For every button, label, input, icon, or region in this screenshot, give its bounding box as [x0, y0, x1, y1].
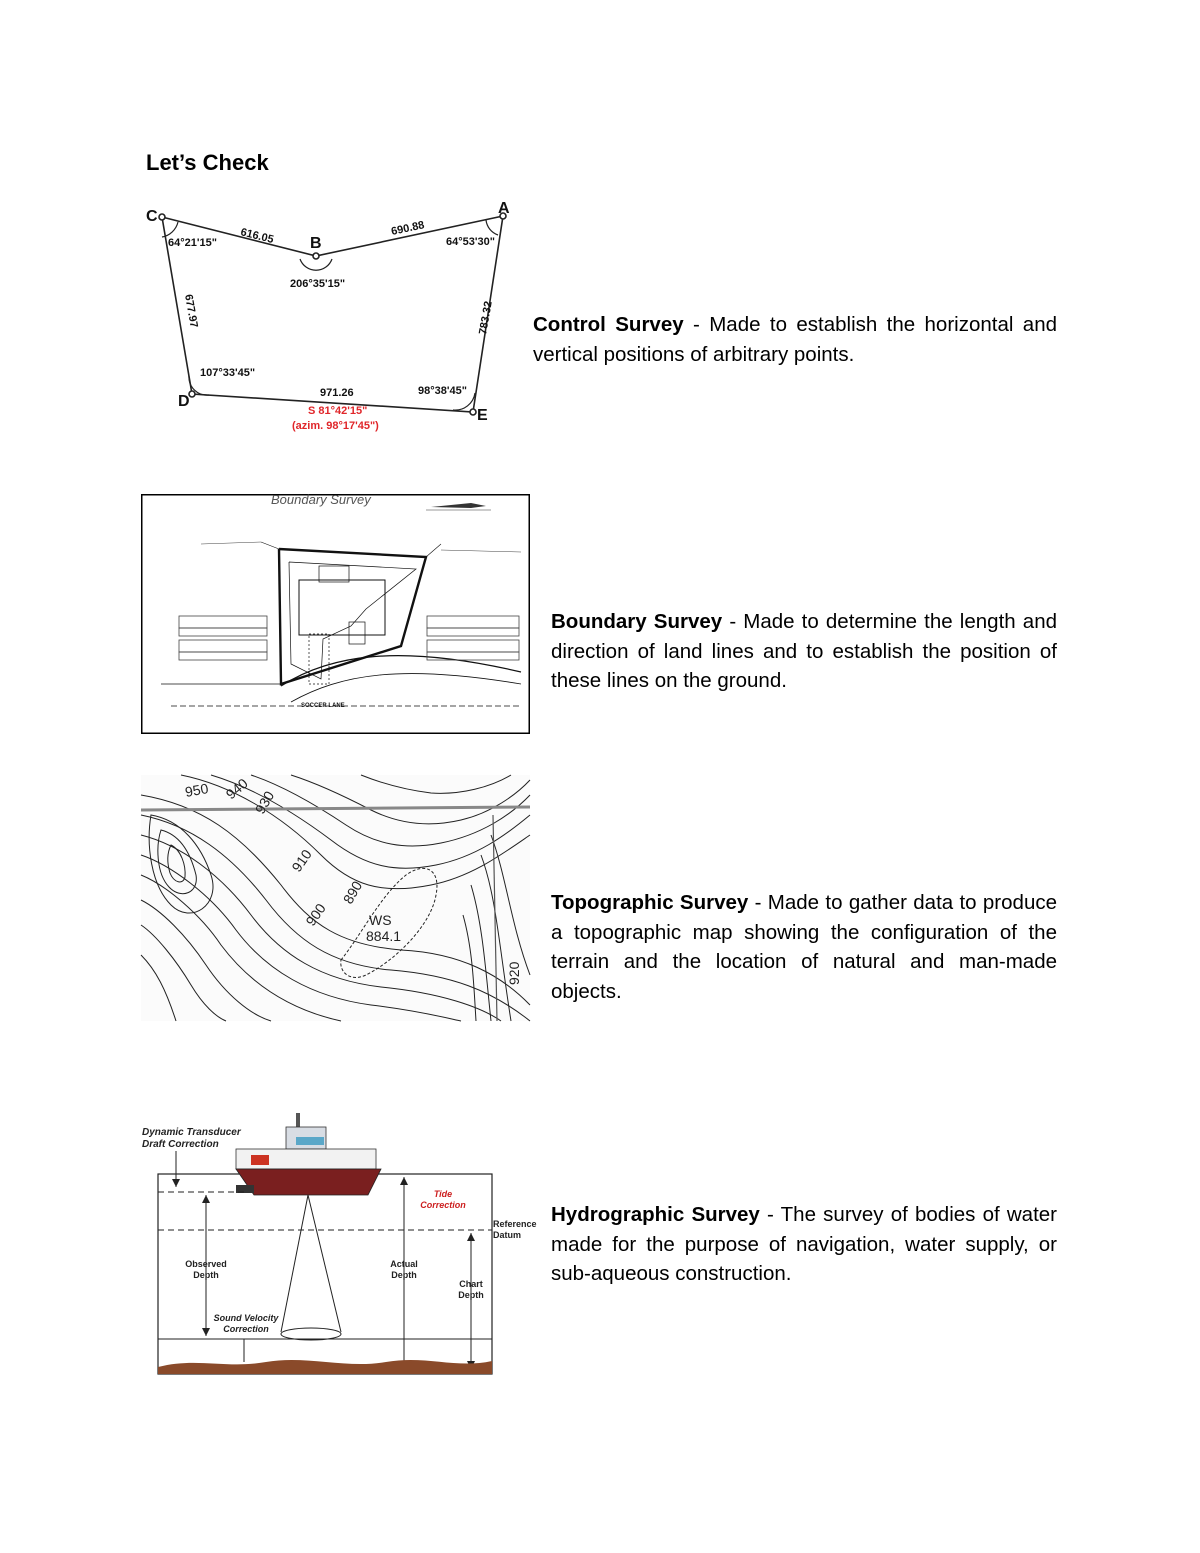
distance-de: 971.26 — [320, 387, 354, 399]
distance-cb: 616.05 — [239, 226, 275, 247]
drift-correction-label-2: Draft Correction — [142, 1139, 219, 1150]
point-c: C — [146, 208, 158, 225]
actual-depth-label-1: Actual — [390, 1259, 418, 1269]
contour-label-6: 890 — [339, 878, 366, 907]
topographic-survey-figure — [141, 775, 530, 1021]
angle-d: 107°33'45" — [200, 367, 256, 379]
contour-label-7: 920 — [506, 961, 522, 985]
water-surface-value: 884.1 — [366, 928, 402, 944]
road-label: SOCCER LANE — [301, 703, 345, 709]
reference-datum-label-1: Reference — [493, 1219, 537, 1229]
contour-label-4: 910 — [288, 846, 315, 875]
angle-e: 98°38'45" — [418, 385, 467, 397]
control-survey-term: Control Survey — [533, 313, 684, 336]
contour-label-1: 950 — [183, 780, 210, 800]
point-e: E — [477, 407, 488, 424]
angle-b: 206°35'15" — [290, 278, 346, 290]
distance-ae: 783.32 — [477, 300, 495, 336]
contour-label-2: 940 — [222, 775, 251, 803]
hydrographic-survey-term: Hydrographic Survey — [551, 1203, 760, 1226]
tide-correction-label-1: Tide — [433, 1189, 453, 1199]
angle-arc-b — [300, 259, 332, 270]
topographic-survey-definition: - Made to gather data to produce a topographic map showing the configuration of the terrain and the location of natural and man-made objects. — [551, 891, 1057, 1003]
chart-depth-label-1: Chart — [459, 1279, 483, 1289]
reference-datum-label-2: Datum — [493, 1230, 522, 1240]
boundary-figure-title: Boundary Survey — [271, 492, 371, 507]
boundary-survey-term: Boundary Survey — [551, 610, 723, 633]
sound-velocity-label-1: Sound Velocity — [213, 1313, 279, 1323]
topographic-survey-description — [551, 888, 1057, 1006]
bearing-de: S 81°42'15" — [308, 405, 368, 417]
chart-depth-label-2: Depth — [458, 1290, 484, 1300]
point-b: B — [310, 235, 322, 252]
control-survey-figure — [140, 195, 530, 440]
distance-cd: 677.97 — [182, 293, 200, 329]
angle-c: 64°21'15" — [168, 237, 217, 249]
hydrographic-survey-figure — [136, 1107, 537, 1377]
hydrographic-survey-definition: - The survey of bodies of water made for the purpose of navigation, water supply, or sub-aqueous construction. — [551, 1203, 1058, 1285]
angle-arc-a — [486, 220, 498, 235]
distance-ba: 690.88 — [390, 219, 426, 238]
contour-label-3: 930 — [251, 788, 278, 817]
observed-depth-label-2: Depth — [193, 1270, 219, 1280]
control-survey-definition: - Made to establish the horizontal and vertical positions of arbitrary points. — [533, 313, 1057, 366]
boundary-survey-description — [551, 607, 1057, 696]
sound-velocity-label-2: Correction — [223, 1324, 269, 1334]
control-survey-description — [533, 310, 1057, 369]
observed-depth-label-1: Observed — [185, 1259, 227, 1269]
water-surface-label: WS — [369, 912, 392, 928]
page-heading: Let’s Check — [146, 150, 269, 175]
actual-depth-label-2: Depth — [391, 1270, 417, 1280]
drift-correction-label-1: Dynamic Transducer — [142, 1127, 241, 1138]
angle-a: 64°53'30" — [446, 236, 495, 248]
topographic-survey-term: Topographic Survey — [551, 891, 749, 914]
azimuth-de: (azim. 98°17'45") — [292, 420, 379, 432]
survey-vessel-icon — [236, 1113, 381, 1195]
point-a: A — [498, 200, 510, 217]
point-d: D — [178, 393, 190, 410]
contour-label-5: 900 — [302, 900, 329, 929]
boundary-survey-definition: - Made to determine the length and direction of land lines and to establish the position of these lines on the ground. — [551, 610, 1057, 692]
hydrographic-survey-description — [551, 1200, 1057, 1289]
boundary-survey-figure — [141, 494, 530, 734]
tide-correction-label-2: Correction — [420, 1200, 466, 1210]
